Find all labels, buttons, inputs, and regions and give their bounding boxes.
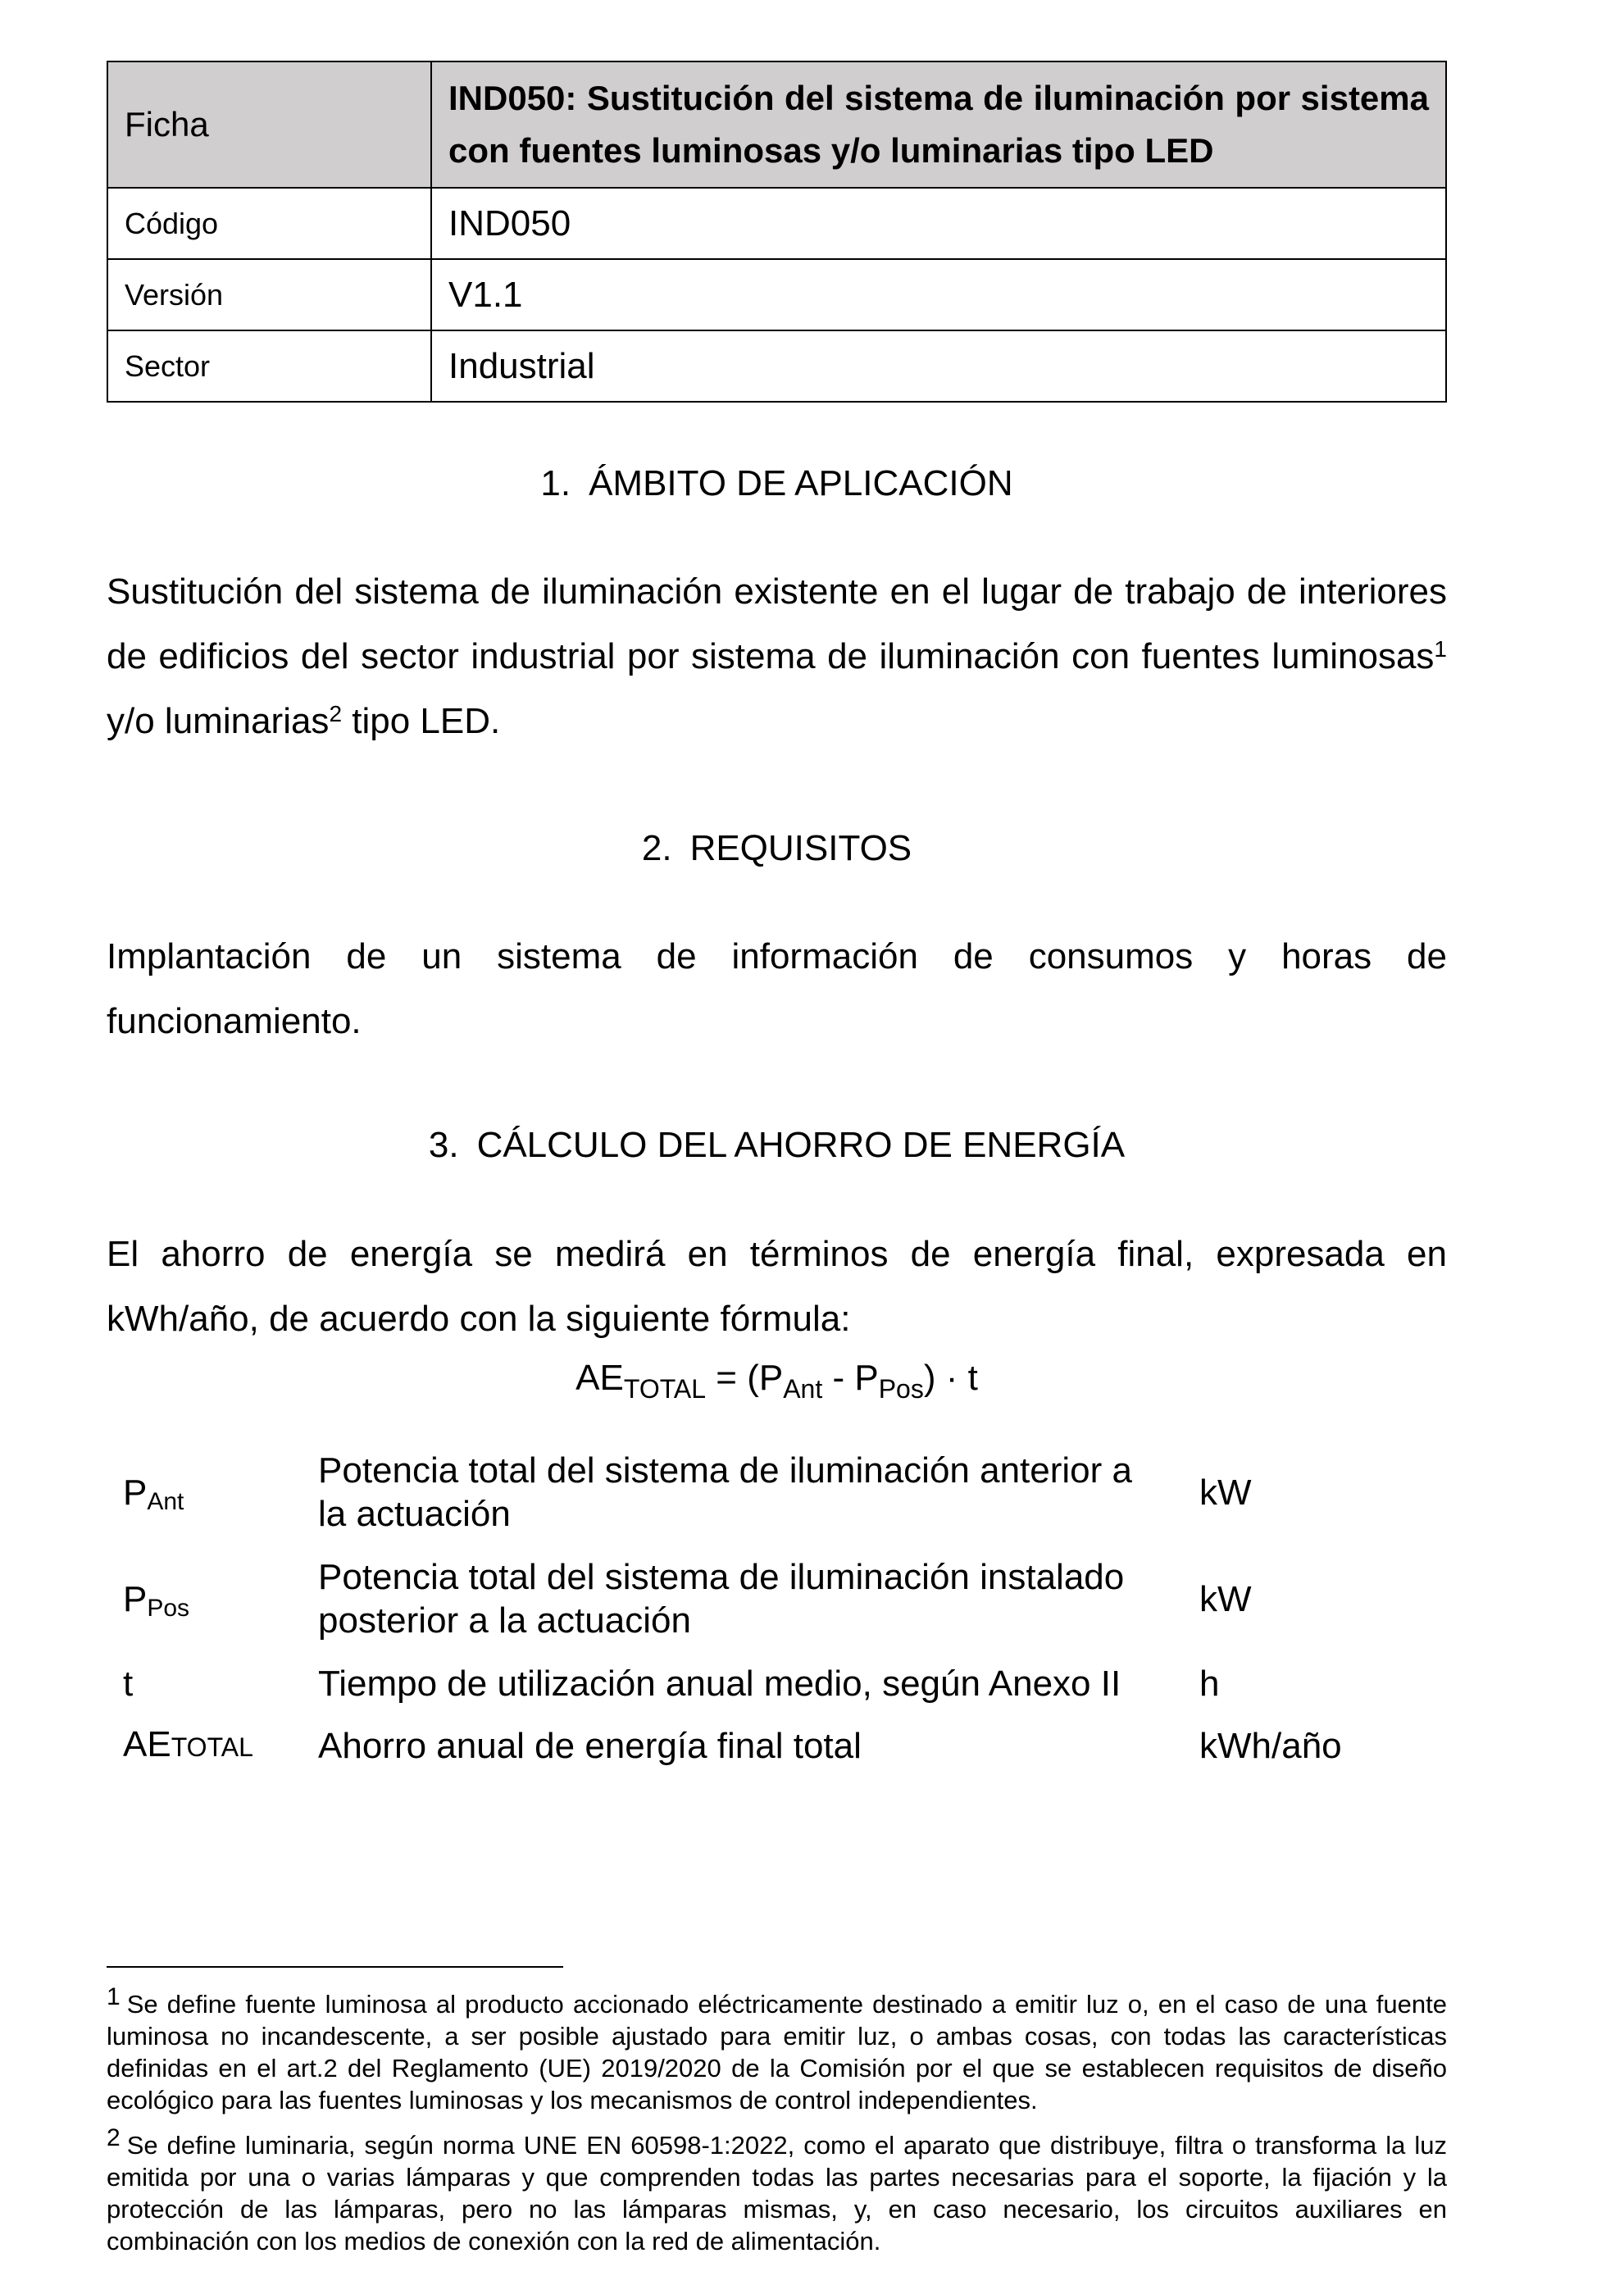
ficha-title: IND050: Sustitución del sistema de iluminación por sistema con fuentes luminosas y/o luminarias tipo LED (431, 61, 1446, 188)
requisitos-line-2: funcionamiento. (107, 1001, 362, 1041)
variable-symbol: $P_{Pos}$ (123, 1578, 190, 1622)
formula-symbol: AE (575, 1358, 624, 1398)
ficha-row-sector (107, 330, 1446, 402)
footnote-1 (107, 1983, 1447, 2116)
section-number: 3. (428, 1125, 459, 1165)
ficha-header-row (107, 61, 1446, 188)
ficha-row-label: Sector (107, 330, 431, 402)
formula-operator: - P (822, 1358, 879, 1398)
footnote-text: Se define luminaria, según norma UNE EN 60598-1:2022, como el aparato que distribuye, filtra o transforma la luz emitida por una o varias lámparas y que comprenden todas las partes necesarias para el soporte, la fijación y la protección de las lámparas, pero no las lámparas mismas, y, en caso necesario, los circuitos auxiliares en combinación con los medios de conexión con la red de alimentación. (107, 2131, 1447, 2256)
section-number: 1. (540, 463, 571, 503)
formula-subscript: Pos (878, 1374, 924, 1404)
footnote-2 (107, 2124, 1447, 2257)
variable-description: Ahorro anual de energía final total (318, 1725, 862, 1766)
requisitos-line-1: Implantación de un sistema de información de consumos y horas de (107, 936, 1447, 976)
ficha-row-codigo (107, 188, 1446, 259)
variable-description: Tiempo de utilización anual medio, según Anexo II (318, 1663, 1121, 1704)
ficha-table (107, 61, 1447, 403)
formula-operator: = (P (706, 1358, 784, 1398)
ficha-row-value: V1.1 (431, 259, 1446, 330)
variable-unit: kW (1199, 1578, 1252, 1619)
formula-subscript: TOTAL (623, 1374, 707, 1404)
footnote-number: 1 (107, 1983, 121, 2010)
variable-description: Potencia total del sistema de iluminación instalado posterior a la actuación (318, 1557, 1125, 1641)
footnote-text: Se define fuente luminosa al producto accionado eléctricamente destinado a emitir luz o, en el caso de una fuente luminosa no incandescente, a ser posible ajustado para emitir luz, o ambas cosas, con todas las características definidas en el art.2 del Reglamento (UE) 2019/2020 de la Comisión por el que se establecen requisitos de diseño ecológico para las fuentes luminosas y los mecanismos de control independientes. (107, 1990, 1447, 2114)
footnote-number: 2 (107, 2124, 121, 2151)
formula-subscript: Ant (783, 1374, 823, 1404)
variable-row (107, 1545, 1480, 1652)
section-title: CÁLCULO DEL AHORRO DE ENERGÍA (476, 1125, 1126, 1165)
formula-operator: ) · t (923, 1358, 978, 1398)
ficha-row-label: Código (107, 188, 431, 259)
variables-table (107, 1439, 1480, 1777)
ambito-paragraph (107, 559, 1447, 753)
section-heading-requisitos (107, 828, 1447, 869)
ambito-text: Sustitución del sistema de iluminación existente en el lugar de trabajo de interiores de edificios del sector industrial por sistema de iluminación con fuentes luminosas (107, 571, 1447, 676)
ambito-text: y/o luminarias (107, 701, 330, 741)
footnote-ref: 1 (1434, 636, 1447, 662)
variable-unit: kWh/año (1199, 1725, 1342, 1766)
footnote-separator (107, 1966, 563, 1968)
ficha-row-value: Industrial (431, 330, 1446, 402)
variable-symbol: t (123, 1663, 134, 1704)
variable-row (107, 1652, 1480, 1714)
ficha-row-value: IND050 (431, 188, 1446, 259)
variable-row (107, 1439, 1480, 1545)
ficha-row-label: Versión (107, 259, 431, 330)
section-number: 2. (641, 828, 672, 868)
footnote-ref: 2 (329, 701, 343, 726)
variable-unit: h (1199, 1663, 1220, 1704)
ambito-text: tipo LED. (342, 701, 501, 741)
variable-symbol: $P_{Ant}$ (123, 1472, 184, 1515)
ficha-row-version (107, 259, 1446, 330)
energy-formula (107, 1358, 1447, 1404)
variable-unit: kW (1199, 1472, 1252, 1513)
section-heading-calculo (107, 1125, 1447, 1166)
section-title: ÁMBITO DE APLICACIÓN (589, 463, 1013, 503)
ficha-label: Ficha (107, 61, 431, 188)
variable-symbol: AETOTAL (123, 1723, 253, 1764)
section-title: REQUISITOS (689, 828, 912, 868)
calculo-intro: El ahorro de energía se medirá en términos de energía final, expresada en kWh/año, de acuerdo con la siguiente fórmula: (107, 1234, 1447, 1339)
section-heading-ambito (107, 463, 1447, 504)
variable-row (107, 1714, 1480, 1777)
variable-description: Potencia total del sistema de iluminación anterior a la actuación (318, 1450, 1132, 1534)
